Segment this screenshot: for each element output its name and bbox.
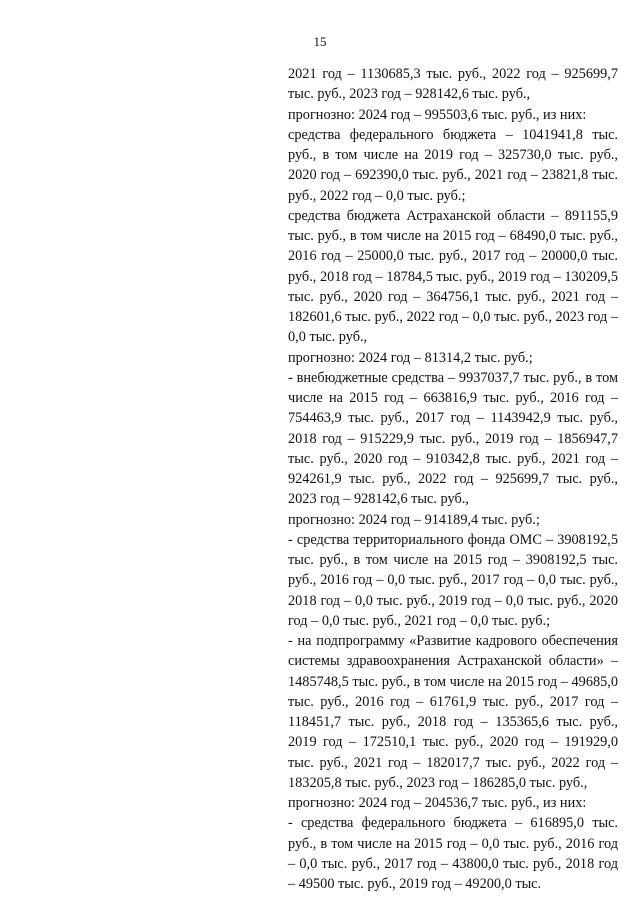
- paragraph-extrabudgetary-funds: - внебюджетные средства – 9937037,7 тыс. руб., в том числе на 2015 год – 663816,9 тыс. руб., 2016 год – 754463,9 тыс. руб., 2017 год – 1143942,9 тыс. руб., 2018 год – 915229,9 тыс. руб., 2019 год – 1856947,7 тыс. руб., 2020 год – 910342,8 тыс. руб., 2021 год – 924261,9 тыс. руб., 2022 год – 925699,7 тыс. руб., 2023 год – 928142,6 тыс. руб.,: [288, 369, 618, 508]
- document-body: [288, 64, 618, 894]
- paragraph-forecast-2024-staffing: прогнозно: 2024 год – 204536,7 тыс. руб., из них:: [288, 795, 587, 811]
- paragraph-2021-2023-totals: 2021 год – 1130685,3 тыс. руб., 2022 год – 925699,7 тыс. руб., 2023 год – 928142,6 тыс. руб.,: [288, 66, 618, 103]
- paragraph-forecast-2024-extrabudgetary: прогнозно: 2024 год – 914189,4 тыс. руб.;: [288, 511, 540, 528]
- paragraph-territorial-oms-fund: - средства территориального фонда ОМС – 3908192,5 тыс. руб., в том числе на 2015 год – 3908192,5 тыс. руб., 2016 год – 0,0 тыс. руб., 2017 год – 0,0 тыс. руб., 2018 год – 0,0 тыс. руб., 2019 год – 0,0 тыс. руб., 2020 год – 0,0 тыс. руб., 2021 год – 0,0 тыс. руб.;: [288, 531, 618, 629]
- paragraph-forecast-2024: прогнозно: 2024 год – 995503,6 тыс. руб., из них:: [288, 106, 587, 123]
- paragraph-forecast-2024-regional: прогнозно: 2024 год – 81314,2 тыс. руб.;: [288, 349, 533, 366]
- paragraph-federal-budget: средства федерального бюджета – 1041941,8 тыс. руб., в том числе на 2019 год – 325730,0 тыс. руб., 2020 год – 692390,0 тыс. руб., 2021 год – 23821,8 тыс. руб., 2022 год – 0,0 тыс. руб.;: [288, 126, 618, 204]
- page-number: 15: [313, 34, 327, 49]
- paragraph-staffing-subprogram: - на подпрограмму «Развитие кадрового обеспечения системы здравоохранения Астраханской области» – 1485748,5 тыс. руб., в том числе на 2015 год – 49685,0 тыс. руб., 2016 год – 61761,9 тыс. руб., 2017 год – 118451,7 тыс. руб., 2018 год – 135365,6 тыс. руб., 2019 год – 172510,1 тыс. руб., 2020 год – 191929,0 тыс. руб., 2021 год – 182017,7 тыс. руб., 2022 год – 183205,8 тыс. руб., 2023 год – 186285,0 тыс. руб.,: [288, 633, 618, 791]
- paragraph-regional-budget: средства бюджета Астраханской области – 891155,9 тыс. руб., в том числе на 2015 год – 68490,0 тыс. руб., 2016 год – 25000,0 тыс. руб., 2017 год – 20000,0 тыс. руб., 2018 год – 18784,5 тыс. руб., 2019 год – 130209,5 тыс. руб., 2020 год – 364756,1 тыс. руб., 2021 год – 182601,6 тыс. руб., 2022 год – 0,0 тыс. руб., 2023 год – 0,0 тыс. руб.,: [288, 207, 618, 346]
- paragraph-staffing-federal-budget: - средства федерального бюджета – 616895,0 тыс. руб., в том числе на 2015 год – 0,0 тыс. руб., 2016 год – 0,0 тыс. руб., 2017 год – 43800,0 тыс. руб., 2018 год – 49500 тыс. руб., 2019 год – 49200,0 тыс.: [288, 815, 618, 892]
